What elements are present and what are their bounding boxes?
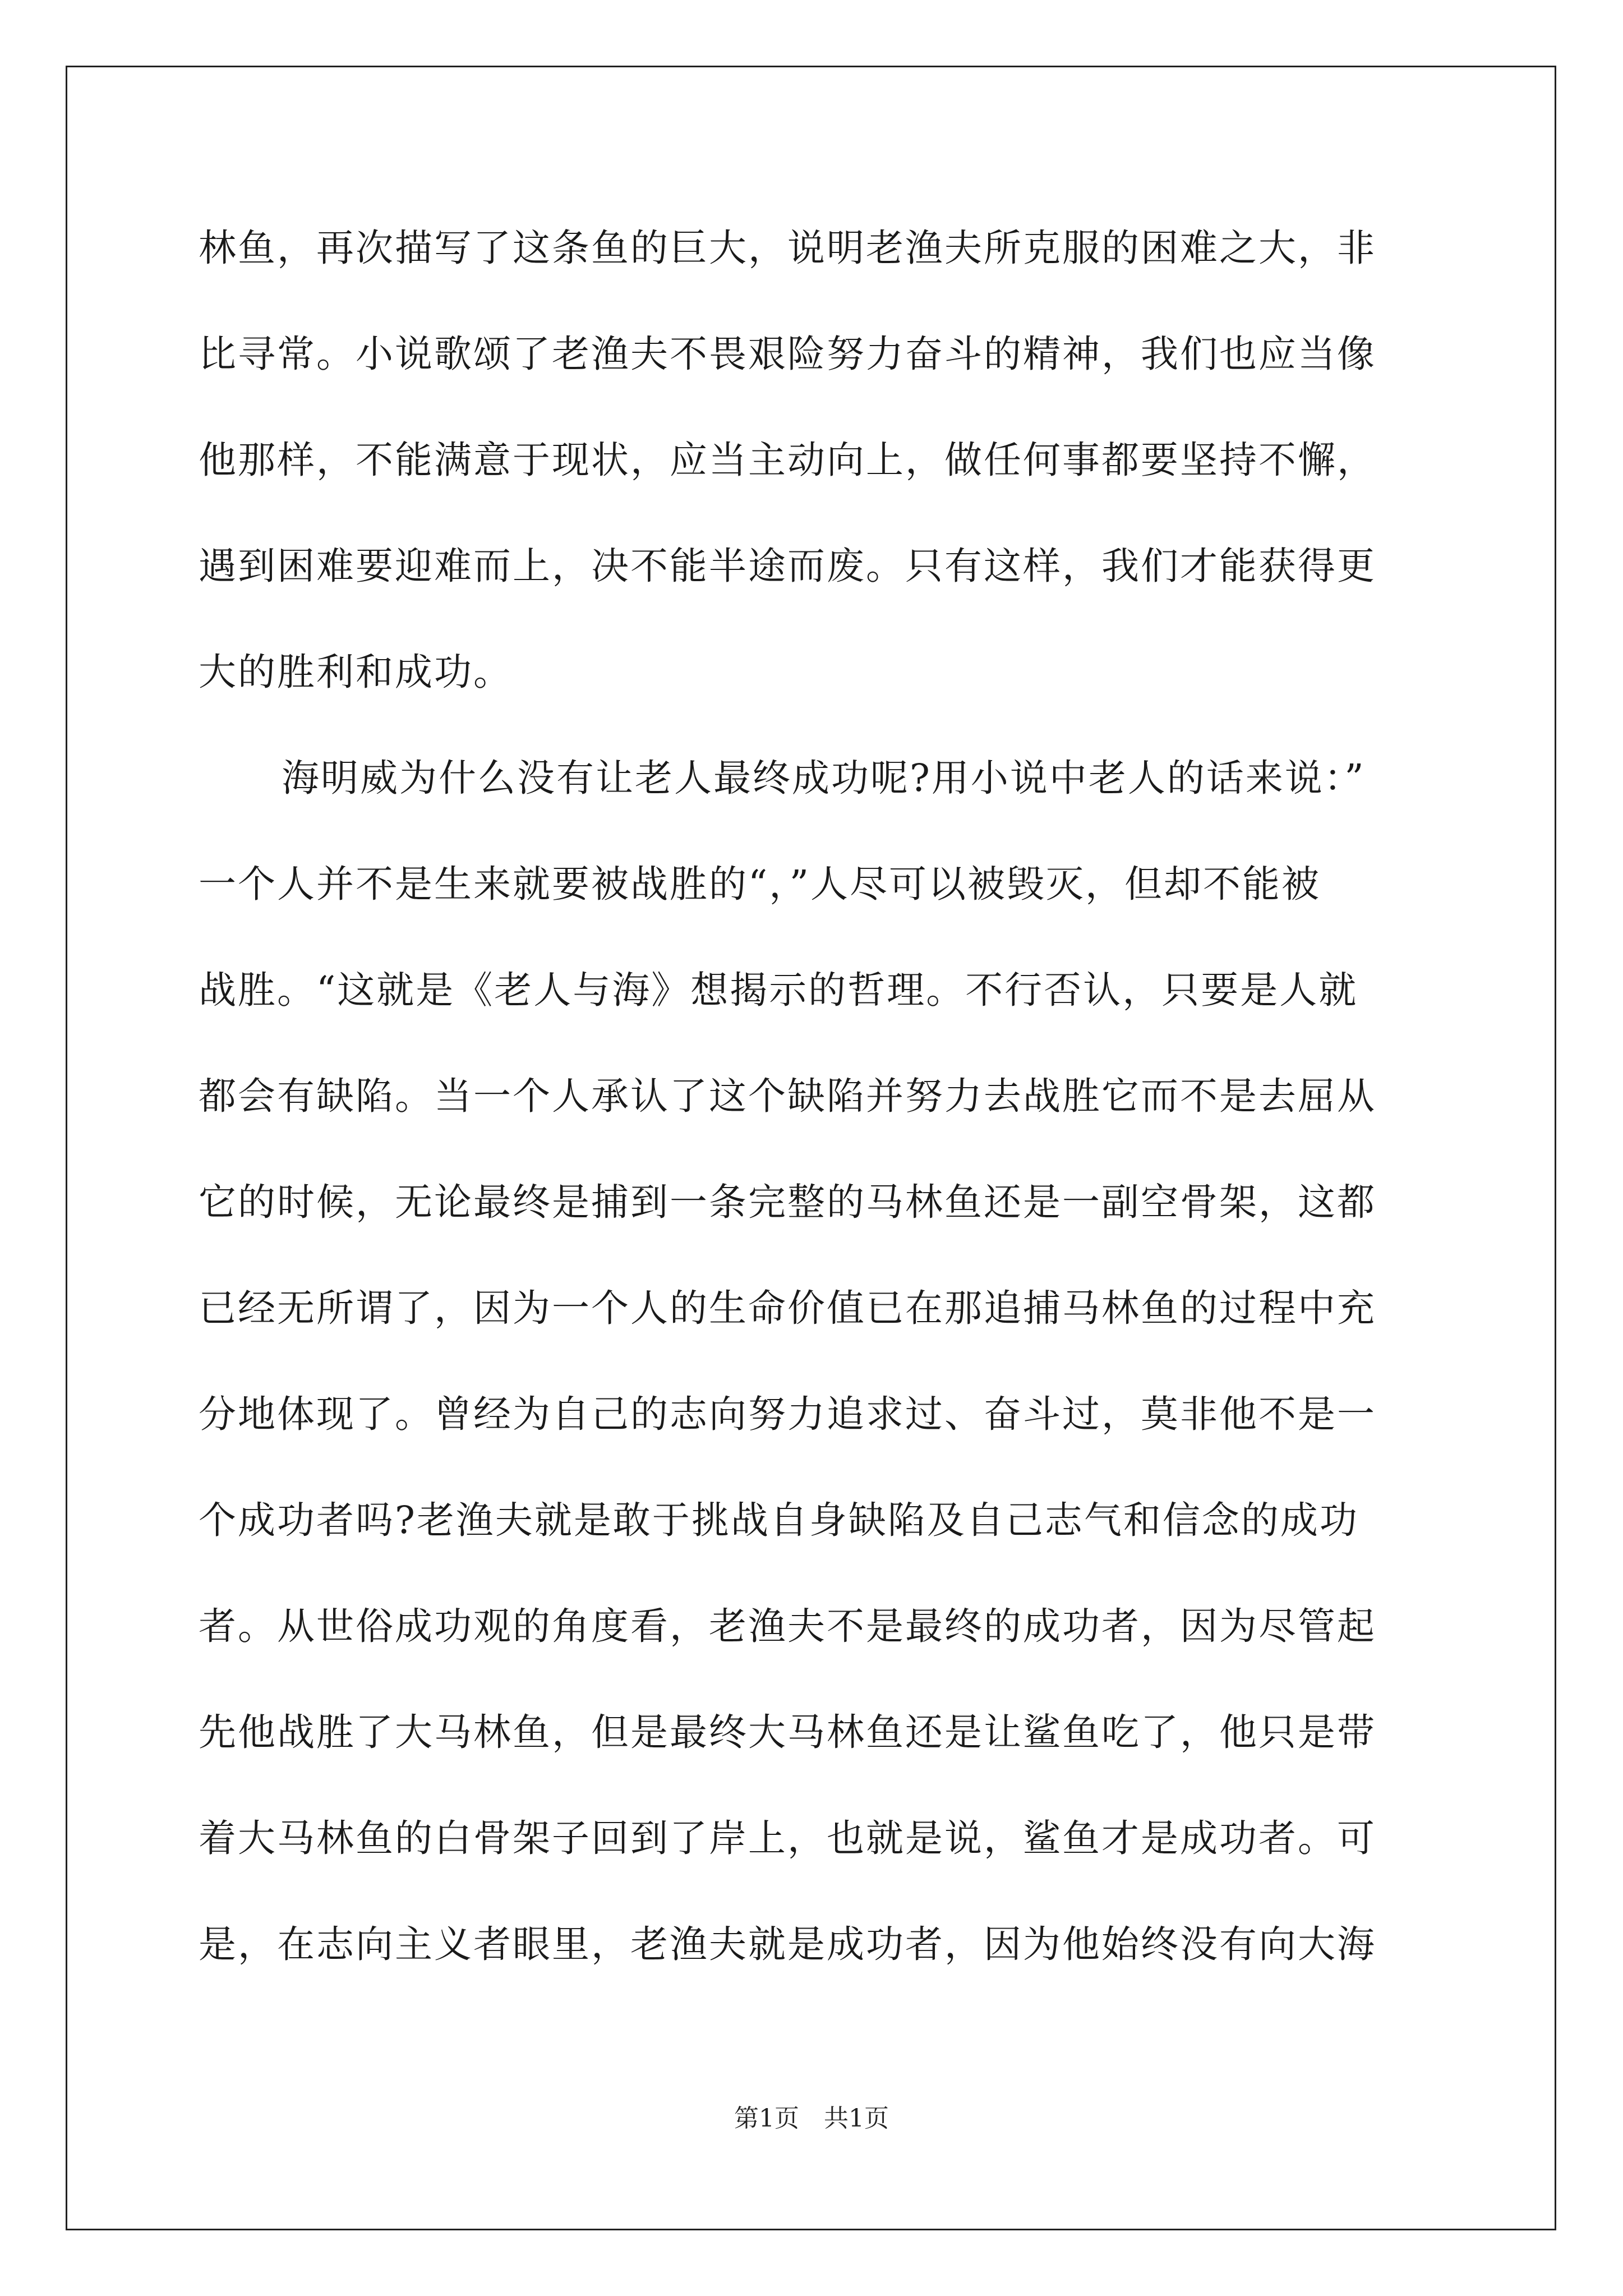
text-line: 大的胜利和成功。 xyxy=(199,650,513,694)
text-line: 比寻常。小说歌颂了老渔夫不畏艰险努力奋斗的精神，我们也应当像 xyxy=(199,332,1376,376)
text-line: 都会有缺陷。当一个人承认了这个缺陷并努力去战胜它而不是去屈从 xyxy=(199,1074,1376,1118)
text-line: 遇到困难要迎难而上，决不能半途而废。只有这样，我们才能获得更 xyxy=(199,544,1376,588)
text-line: 着大马林鱼的白骨架子回到了岸上，也就是说，鲨鱼才是成功者。可 xyxy=(199,1816,1376,1860)
text-line: 一个人并不是生来就要被战胜的“，”人尽可以被毁灭，但却不能被 xyxy=(199,862,1321,906)
document-body xyxy=(199,214,1432,2017)
text-line: 林鱼，再次描写了这条鱼的巨大，说明老渔夫所克服的困难之大，非 xyxy=(199,226,1376,270)
text-line: 它的时候，无论最终是捕到一条完整的马林鱼还是一副空骨架，这都 xyxy=(199,1180,1376,1224)
text-line: 他那样，不能满意于现状，应当主动向上，做任何事都要坚持不懈， xyxy=(199,438,1376,482)
text-line: 先他战胜了大马林鱼，但是最终大马林鱼还是让鲨鱼吃了，他只是带 xyxy=(199,1710,1376,1754)
text-line: 个成功者吗?老渔夫就是敢于挑战自身缺陷及自己志气和信念的成功 xyxy=(199,1498,1359,1542)
page-number: 第1页 共1页 xyxy=(734,2104,889,2133)
text-line: 是，在志向主义者眼里，老渔夫就是成功者，因为他始终没有向大海 xyxy=(199,1922,1376,1966)
text-line: 已经无所谓了，因为一个人的生命价值已在那追捕马林鱼的过程中充 xyxy=(199,1286,1376,1330)
text-line: 分地体现了。曾经为自己的志向努力追求过、奋斗过，莫非他不是一 xyxy=(199,1392,1376,1436)
text-line: 战胜。“这就是《老人与海》想揭示的哲理。不行否认，只要是人就 xyxy=(199,968,1358,1012)
paragraph-first-line: 海明威为什么没有让老人最终成功呢?用小说中老人的话来说：” xyxy=(282,756,1366,800)
page-footer xyxy=(0,2105,1623,2133)
text-line: 者。从世俗成功观的角度看，老渔夫不是最终的成功者，因为尽管起 xyxy=(199,1604,1376,1648)
